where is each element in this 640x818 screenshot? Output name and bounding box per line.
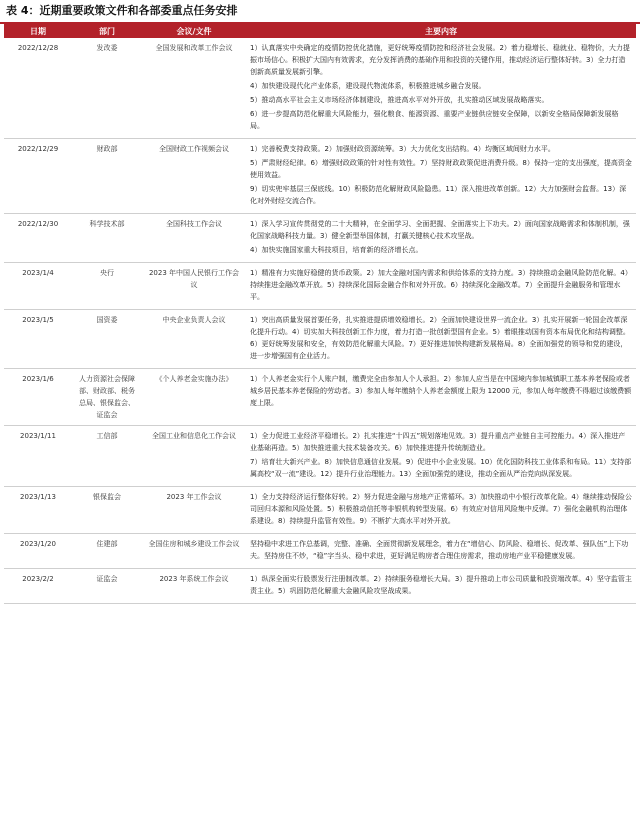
table-row <box>4 569 636 604</box>
table-row <box>4 214 636 263</box>
content-paragraph: 4）加快实施国家重大科技项目，培育新的经济增长点。 <box>250 246 423 254</box>
row-content <box>246 310 636 369</box>
content-paragraph: 1）纵深全面实行股票发行注册制改革。2）持续服务稳增长大局。3）提升推动上市公司质量和投资端改革。4）坚守监管主责主业。5）巩固防范化解重大金融风险攻坚战成果。 <box>250 575 632 595</box>
content-paragraph: 1）完善税费支持政策。2）加强财政资源统筹。3）大力优化支出结构。4）均衡区域间财力水平。 <box>250 145 555 153</box>
row-department: 银保监会 <box>72 487 142 534</box>
row-date: 2022/12/30 <box>4 214 72 263</box>
row-department: 财政部 <box>72 139 142 214</box>
row-department: 人力资源社会保障部、财政部、税务总局、银保监会、证监会 <box>72 369 142 426</box>
table-row <box>4 38 636 139</box>
header-document: 会议/文件 <box>142 24 246 38</box>
row-department: 证监会 <box>72 569 142 604</box>
content-paragraph: 7）培育壮大新兴产业。8）加快信息通信业发展。9）促进中小企业发展。10）优化国防科技工业体系和布局。11）支持部属高校“双一流”建设。12）提升行业治理能力。13）全面加强党的建设，推动全面从严治党向纵深发展。 <box>250 458 632 478</box>
content-paragraph: 1）深入学习宣传贯彻党的二十大精神，在全面学习、全面把握、全面落实上下功夫。2）面向国家战略需求和体制机制，强化国家战略科技力量。3）健全新型举国体制，打赢关键核心技术攻坚战。 <box>250 220 630 240</box>
content-paragraph: 1）全力支持经济运行整体好转。2）努力促进金融与房地产正常循环。3）加快推动中小银行改革化险。4）继续推动保险公司回归本源和风险处置。5）积极推动信托等非银机构转型发展。6）有效应对信用风险集中反弹。7）强化金融机构治理体系建设。8）持续提升监管有效性。9）不断扩大高水平对外开放。 <box>250 493 632 525</box>
row-content <box>246 569 636 604</box>
row-document: 全国工业和信息化工作会议 <box>142 426 246 487</box>
row-date: 2023/1/4 <box>4 263 72 310</box>
row-document: 全国发展和改革工作会议 <box>142 38 246 139</box>
row-department: 工信部 <box>72 426 142 487</box>
row-content <box>246 214 636 263</box>
table-row <box>4 369 636 426</box>
content-paragraph: 1）全力促进工业经济平稳增长。2）扎实推进“十四五”规划落地见效。3）提升重点产业链自主可控能力。4）深入推进产业基础再造。5）加快推进重大技术装备攻关。6）加快推进提升传统制造业。 <box>250 432 626 452</box>
table-row <box>4 310 636 369</box>
row-date: 2023/1/6 <box>4 369 72 426</box>
row-department: 住建部 <box>72 534 142 569</box>
row-date: 2022/12/28 <box>4 38 72 139</box>
table-row <box>4 534 636 569</box>
table-row <box>4 426 636 487</box>
row-content <box>246 534 636 569</box>
header-department: 部门 <box>72 24 142 38</box>
content-paragraph: 坚持稳中求进工作总基调，完整、准确、全面贯彻新发展理念，着力在“增信心、防风险、稳增长、促改革、强队伍”上下功夫。坚持房住不炒，“稳”字当头、稳中求进，更好满足购房者合理住房需求，推动房地产业平稳健康发展。 <box>250 540 629 560</box>
row-document: 全国科技工作会议 <box>142 214 246 263</box>
table-row <box>4 139 636 214</box>
row-content <box>246 139 636 214</box>
row-date: 2023/1/20 <box>4 534 72 569</box>
row-content <box>246 263 636 310</box>
row-date: 2023/1/11 <box>4 426 72 487</box>
content-paragraph: 1）精准有力实施好稳健的货币政策。2）加大金融对国内需求和供给体系的支持力度。3）持续推动金融风险防范化解。4）持续推进金融改革开放。5）持续深化国际金融合作和对外开放。6）持续深化金融改革。7）全面提升金融服务和管理水平。 <box>250 269 632 301</box>
row-document: 2023 年系统工作会议 <box>142 569 246 604</box>
header-date: 日期 <box>4 24 72 38</box>
row-content <box>246 38 636 139</box>
row-department: 国资委 <box>72 310 142 369</box>
content-paragraph: 5）严肃财经纪律。6）增强财政政策的针对性有效性。7）坚持财政政策促进消费升级。8）保持一定的支出强度，提高资金使用效益。 <box>250 159 632 179</box>
row-date: 2023/1/5 <box>4 310 72 369</box>
table-header-row <box>4 24 636 38</box>
row-date: 2023/2/2 <box>4 569 72 604</box>
row-content <box>246 426 636 487</box>
row-document: 中央企业负责人会议 <box>142 310 246 369</box>
row-document: 全国住房和城乡建设工作会议 <box>142 534 246 569</box>
content-paragraph: 6）进一步提高防范化解重大风险能力，强化粮食、能源资源、重要产业链供应链安全保障，以新安全格局保障新发展格局。 <box>250 110 619 130</box>
row-document: 《个人养老金实施办法》 <box>142 369 246 426</box>
policy-table <box>4 24 636 604</box>
row-date: 2022/12/29 <box>4 139 72 214</box>
row-department: 央行 <box>72 263 142 310</box>
header-content: 主要内容 <box>246 24 636 38</box>
content-paragraph: 5）推动高水平社会主义市场经济体制建设，推进高水平对外开放，扎实推动区域发展战略落实。 <box>250 96 549 104</box>
table-row <box>4 263 636 310</box>
content-paragraph: 1）突出高质量发展首要任务，扎实推进提质增效稳增长。2）全面加快建设世界一流企业。3）扎实开展新一轮国企改革深化提升行动。4）切实加大科技创新工作力度，着力打造一批创新型国有企业。5）着眼推动国有资本布局优化和结构调整。6）更好统筹发展和安全，有效防范化解重大风险。7）更好推进加快构建新发展格局。8）全面加强党的领导和党的建设，进一步增强国有企业活力。 <box>250 316 630 360</box>
row-content <box>246 487 636 534</box>
row-document: 全国财政工作视频会议 <box>142 139 246 214</box>
row-department: 发改委 <box>72 38 142 139</box>
table-row <box>4 487 636 534</box>
row-document: 2023 年工作会议 <box>142 487 246 534</box>
row-content <box>246 369 636 426</box>
table-body <box>4 38 636 604</box>
table-title: 表 4：近期重要政策文件和各部委重点任务安排 <box>0 0 640 24</box>
row-document: 2023 年中国人民银行工作会议 <box>142 263 246 310</box>
content-paragraph: 9）切实兜牢基层三保底线。10）积极防范化解财政风险隐患。11）深入推进改革创新。12）大力加强财会监督。13）深化对外财经交流合作。 <box>250 185 627 205</box>
content-paragraph: 1）认真落实中央确定的疫情防控优化措施，更好统筹疫情防控和经济社会发展。2）着力稳增长、稳就业、稳物价，大力提振市场信心。积极扩大国内有效需求，充分发挥消费的基础作用和投资的关键作用，推动经济运行整体好转。3）全力打造创新高质量发展新引擎。 <box>250 44 630 76</box>
row-department: 科学技术部 <box>72 214 142 263</box>
content-paragraph: 4）加快建设现代化产业体系，建设现代物流体系，积极推进城乡融合发展。 <box>250 82 486 90</box>
row-date: 2023/1/13 <box>4 487 72 534</box>
content-paragraph: 1）个人养老金实行个人账户制，缴费完全由参加人个人承担。2）参加人应当是在中国境内参加城镇职工基本养老保险或者城乡居民基本养老保险的劳动者。3）参加人每年缴纳个人养老金额度上限为 12000 元，参加人每年缴费不得超过该缴费额度上限。 <box>250 375 632 407</box>
